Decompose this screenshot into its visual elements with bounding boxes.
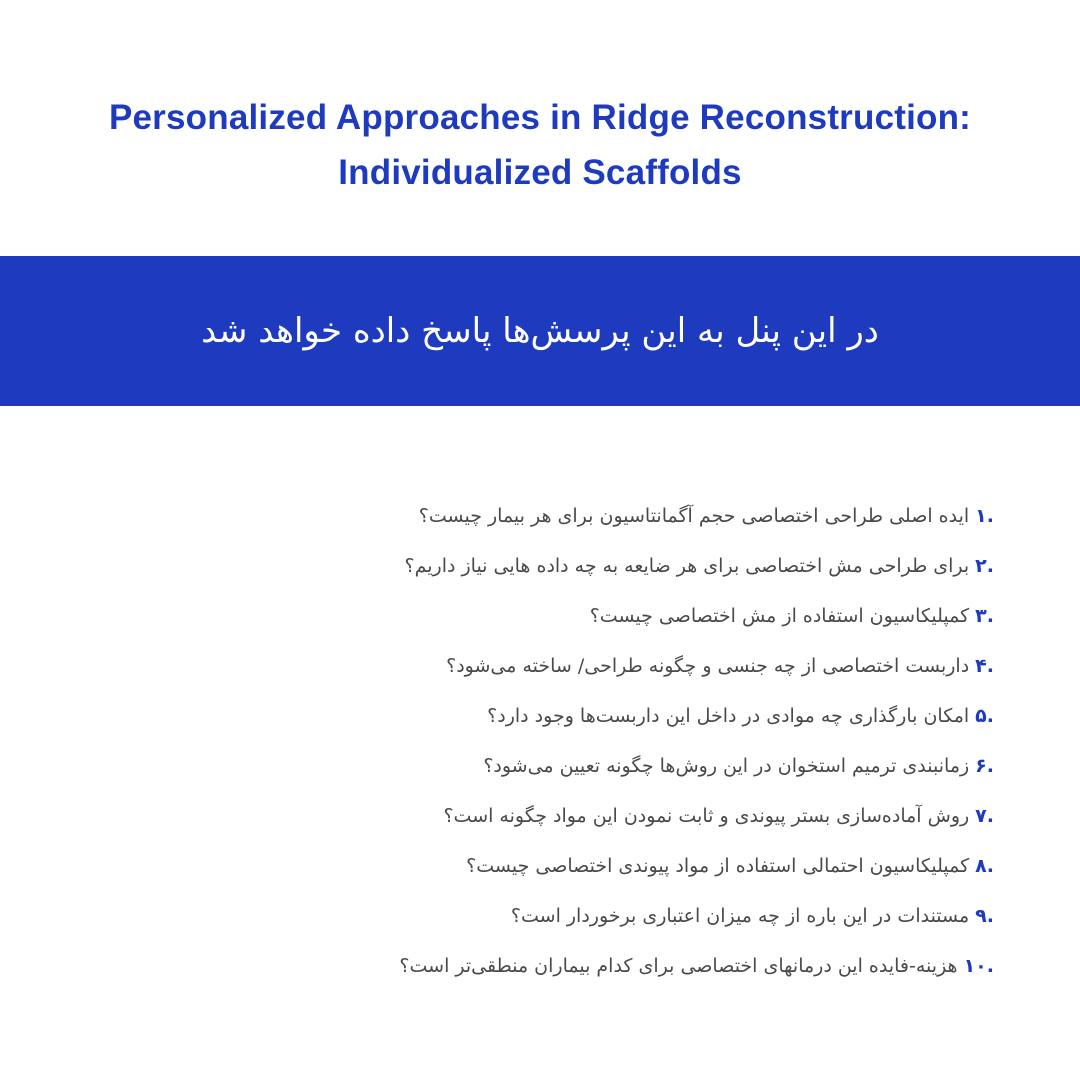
question-list <box>234 491 994 991</box>
question-item <box>234 491 994 541</box>
question-number: .۲ <box>975 555 994 577</box>
question-text: امکان بارگذاری چه موادی در داخل این داربست‌ها وجود دارد؟ <box>487 705 970 727</box>
question-number: .۸ <box>975 855 994 877</box>
banner <box>0 256 1080 406</box>
question-text: زمانبندی ترمیم استخوان در این روش‌ها چگونه تعیین می‌شود؟ <box>483 755 970 777</box>
banner-text: در این پنل به این پرسش‌ها پاسخ داده خواهد شد <box>201 311 879 351</box>
question-text: کمپلیکاسیون استفاده از مش اختصاصی چیست؟ <box>589 605 970 627</box>
question-item <box>234 941 994 991</box>
page-title <box>0 90 1080 200</box>
question-number: .۶ <box>975 755 994 777</box>
question-text: هزینه-فایده این درمانهای اختصاصی برای کدام بیماران منطقی‌تر است؟ <box>399 955 958 977</box>
question-number: .۷ <box>975 805 994 827</box>
question-text: ایده اصلی طراحی اختصاصی حجم آگمانتاسیون برای هر بیمار چیست؟ <box>418 505 970 527</box>
question-item <box>234 841 994 891</box>
question-item <box>234 891 994 941</box>
question-item <box>234 691 994 741</box>
question-number: .۹ <box>975 905 994 927</box>
title-line-2: Individualized Scaffolds <box>338 153 742 192</box>
question-number: .۴ <box>975 655 994 677</box>
question-text: مستندات در این باره از چه میزان اعتباری برخوردار است؟ <box>510 905 970 927</box>
question-number: .۱۰ <box>963 955 994 977</box>
question-item <box>234 541 994 591</box>
question-item <box>234 591 994 641</box>
question-text: روش آماده‌سازی بستر پیوندی و ثابت نمودن این مواد چگونه است؟ <box>443 805 970 827</box>
title-line-1: Personalized Approaches in Ridge Reconstruction: <box>108 98 972 137</box>
question-text: داربست اختصاصی از چه جنسی و چگونه طراحی/ ساخته می‌شود؟ <box>446 655 970 677</box>
question-item <box>234 741 994 791</box>
question-number: .۱ <box>975 505 994 527</box>
question-number: .۳ <box>975 605 994 627</box>
question-item <box>234 791 994 841</box>
question-item <box>234 641 994 691</box>
question-number: .۵ <box>975 705 994 727</box>
question-text: کمپلیکاسیون احتمالی استفاده از مواد پیوندی اختصاصی چیست؟ <box>466 855 970 877</box>
question-text: برای طراحی مش اختصاصی برای هر ضایعه به چه داده هایی نیاز داریم؟ <box>404 555 970 577</box>
